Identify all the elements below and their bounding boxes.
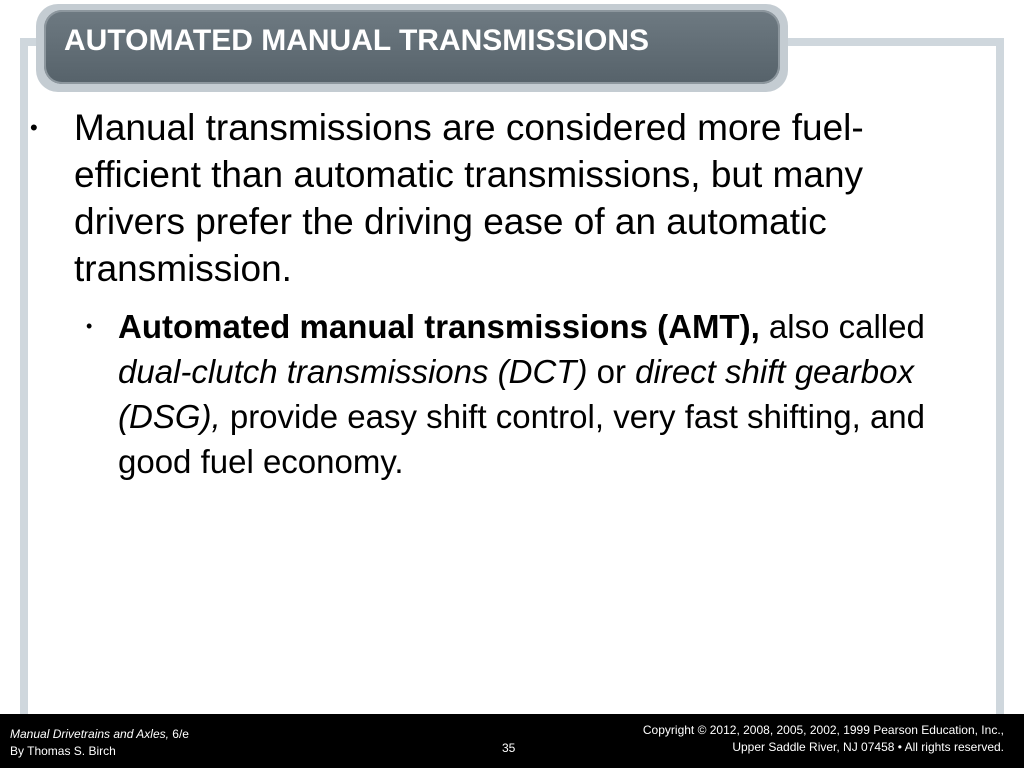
amt-term: Automated manual transmissions (AMT),	[118, 308, 760, 345]
sub-bullet-dot-icon: •	[86, 316, 93, 336]
footer-book-title: Manual Drivetrains and Axles,	[10, 727, 169, 741]
frame-right-border	[996, 38, 1004, 714]
bullet-level-1	[30, 104, 980, 292]
copyright-line-2: Upper Saddle River, NJ 07458 • All rights reserved.	[732, 740, 1004, 754]
footer-copyright	[643, 722, 1004, 756]
footer-edition: 6/e	[168, 727, 189, 741]
bullet-level-2	[30, 304, 980, 484]
footer-author: By Thomas S. Birch	[10, 744, 116, 758]
bullet-2-text-b: or	[587, 353, 636, 390]
bullet-2-text-c: provide easy shift control, very fast shifting, and good fuel economy.	[118, 398, 926, 480]
copyright-line-1: Copyright © 2012, 2008, 2005, 2002, 1999 Pearson Education, Inc.,	[642, 723, 1004, 737]
footer-page-number: 35	[502, 741, 516, 755]
slide-title: AUTOMATED MANUAL TRANSMISSIONS	[64, 24, 649, 57]
footer-bar	[0, 714, 1024, 768]
footer-book-info	[10, 726, 189, 760]
frame-left-border	[20, 38, 28, 714]
slide-content	[30, 104, 980, 484]
bullet-1-text: Manual transmissions are considered more fuel-efficient than automatic transmissions, but many drivers prefer the driving ease of an automatic transmission.	[74, 107, 864, 289]
dct-term: dual-clutch transmissions (DCT)	[118, 353, 588, 390]
dsg-term: direct shift gearbox (DSG),	[118, 353, 914, 435]
bullet-dot-icon: •	[30, 115, 38, 140]
bullet-2-text-a: also called	[759, 308, 925, 345]
